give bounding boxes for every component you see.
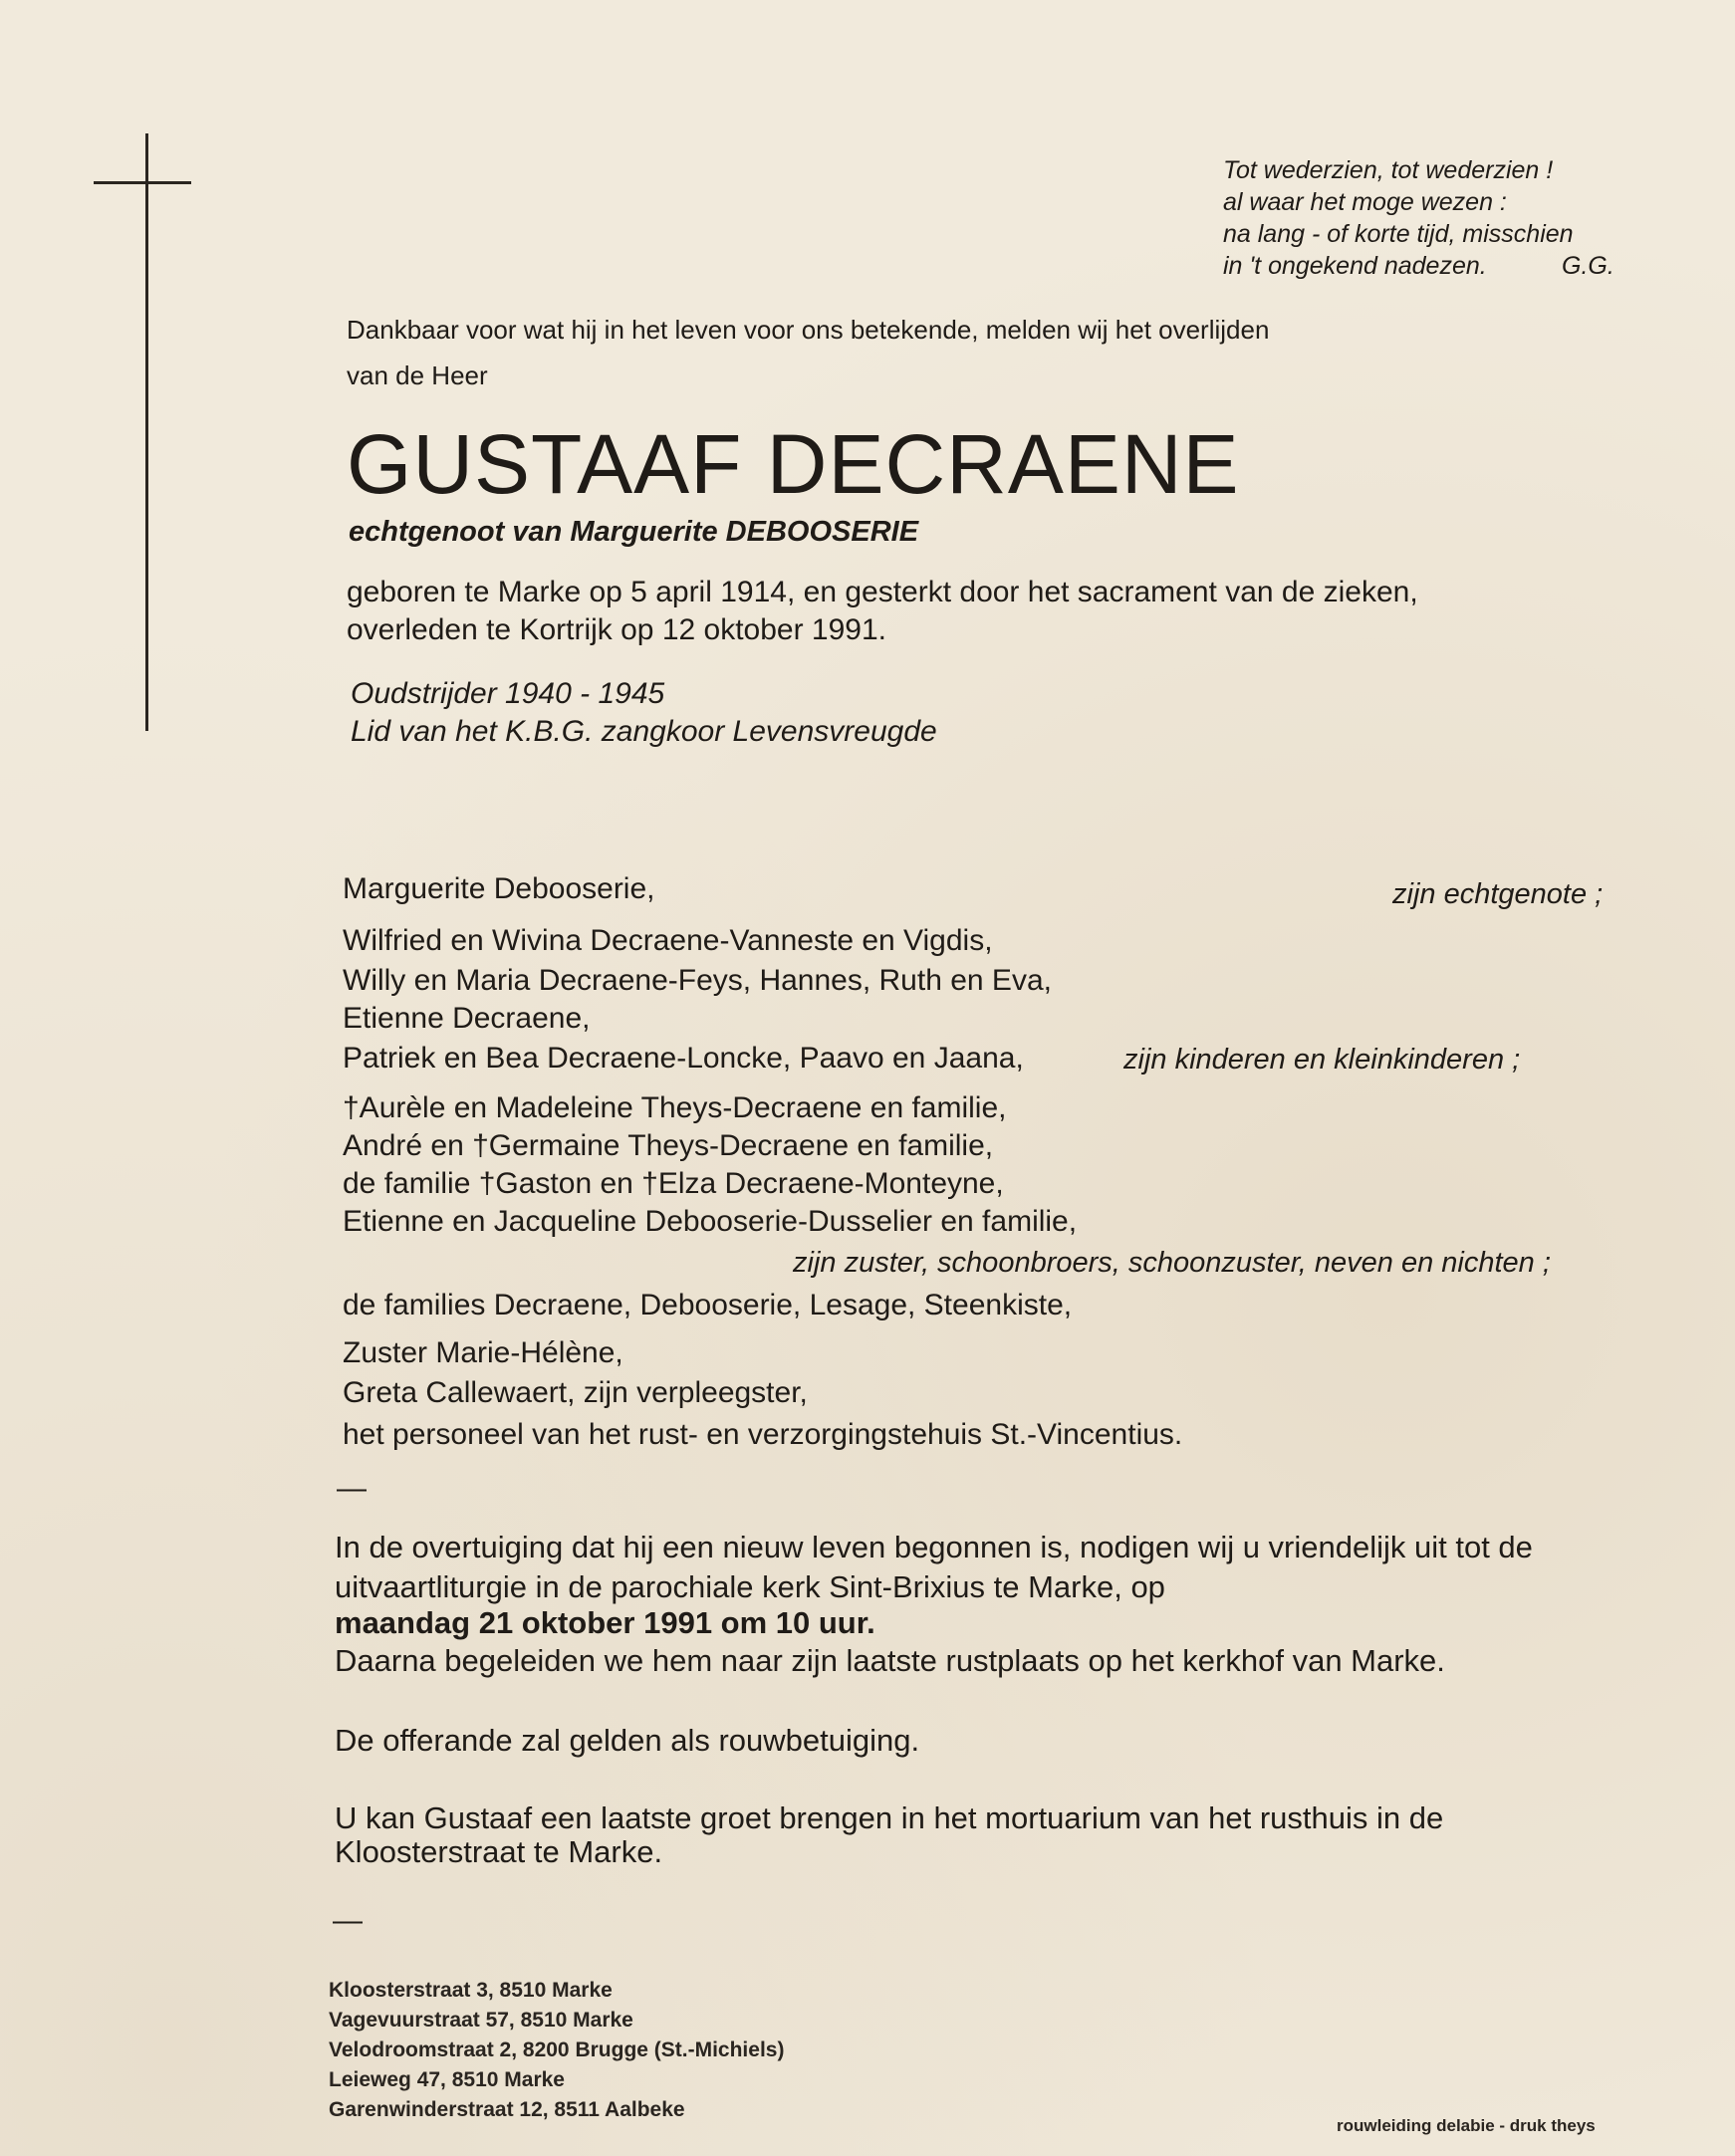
intro-line-2: van de Heer: [347, 360, 488, 390]
cross-vertical-bar: [145, 133, 148, 731]
child-line: Willy en Maria Decraene-Feys, Hannes, Ruth en Eva,: [343, 964, 1052, 997]
sibling-line: de familie †Gaston en †Elza Decraene-Monteyne,: [343, 1167, 1004, 1200]
other-line: Zuster Marie-Hélène,: [343, 1336, 623, 1369]
sibling-line: André en †Germaine Theys-Decraene en familie,: [343, 1129, 994, 1162]
bio-line-1: geboren te Marke op 5 april 1914, en gesterkt door het sacrament van de zieken,: [347, 576, 1418, 608]
poem-signature: G.G.: [1562, 252, 1614, 280]
honor-line-1: Oudstrijder 1940 - 1945: [351, 677, 665, 710]
sibling-line: Etienne en Jacqueline Debooserie-Dusselier en familie,: [343, 1205, 1078, 1238]
other-line: Greta Callewaert, zijn verpleegster,: [343, 1376, 808, 1409]
offering-line: De offerande zal gelden als rouwbetuiging.: [335, 1723, 920, 1758]
address-line: Velodroomstraat 2, 8200 Brugge (St.-Michiels): [329, 2038, 785, 2061]
bio-line-2: overleden te Kortrijk op 12 oktober 1991.: [347, 613, 887, 646]
invitation-line-2: uitvaartliturgie in de parochiale kerk Sint-Brixius te Marke, op: [335, 1569, 1165, 1604]
children-role: zijn kinderen en kleinkinderen ;: [1123, 1044, 1521, 1076]
visit-line-1: U kan Gustaaf een laatste groet brengen in het mortuarium van het rusthuis in de: [335, 1800, 1444, 1835]
child-line: Etienne Decraene,: [343, 1002, 591, 1035]
visit-line-2: Kloosterstraat te Marke.: [335, 1834, 663, 1869]
cross-horizontal-bar: [94, 181, 191, 184]
separator-dash: —: [333, 1904, 363, 1937]
invitation-date: maandag 21 oktober 1991 om 10 uur.: [335, 1605, 875, 1640]
printer-credit: rouwleiding delabie - druk theys: [1337, 2116, 1596, 2135]
spouse-subtitle: echtgenoot van Marguerite DEBOOSERIE: [349, 516, 919, 548]
address-line: Garenwinderstraat 12, 8511 Aalbeke: [329, 2098, 685, 2121]
address-line: Kloosterstraat 3, 8510 Marke: [329, 1979, 613, 2002]
poem-line: al waar het moge wezen :: [1223, 188, 1507, 216]
sibling-line: †Aurèle en Madeleine Theys-Decraene en familie,: [343, 1091, 1007, 1124]
address-line: Vagevuurstraat 57, 8510 Marke: [329, 2009, 633, 2032]
poem-line: na lang - of korte tijd, misschien: [1223, 220, 1574, 248]
other-line: het personeel van het rust- en verzorgingstehuis St.-Vincentius.: [343, 1418, 1183, 1451]
honor-line-2: Lid van het K.B.G. zangkoor Levensvreugde: [351, 715, 937, 748]
child-line: Patriek en Bea Decraene-Loncke, Paavo en Jaana,: [343, 1042, 1024, 1075]
poem: [1223, 154, 1614, 282]
invitation-line-1: In de overtuiging dat hij een nieuw leven begonnen is, nodigen wij u vriendelijk uit tot de: [335, 1530, 1533, 1564]
poem-line: Tot wederzien, tot wederzien !: [1223, 156, 1554, 184]
spouse-role: zijn echtgenote ;: [1392, 878, 1604, 910]
address-line: Leieweg 47, 8510 Marke: [329, 2068, 565, 2091]
spouse-name: Marguerite Debooserie,: [343, 872, 655, 905]
siblings-role: zijn zuster, schoonbroers, schoonzuster, neven en nichten ;: [793, 1247, 1551, 1279]
poem-line: in 't ongekend nadezen.: [1223, 252, 1487, 280]
invitation-line-4: Daarna begeleiden we hem naar zijn laatste rustplaats op het kerkhof van Marke.: [335, 1643, 1445, 1678]
families-line: de families Decraene, Debooserie, Lesage, Steenkiste,: [343, 1289, 1073, 1321]
intro-line-1: Dankbaar voor wat hij in het leven voor ons betekende, melden wij het overlijden: [347, 315, 1270, 345]
deceased-name: GUSTAAF DECRAENE: [347, 417, 1240, 511]
child-line: Wilfried en Wivina Decraene-Vanneste en Vigdis,: [343, 924, 993, 957]
separator-dash: —: [337, 1472, 367, 1505]
